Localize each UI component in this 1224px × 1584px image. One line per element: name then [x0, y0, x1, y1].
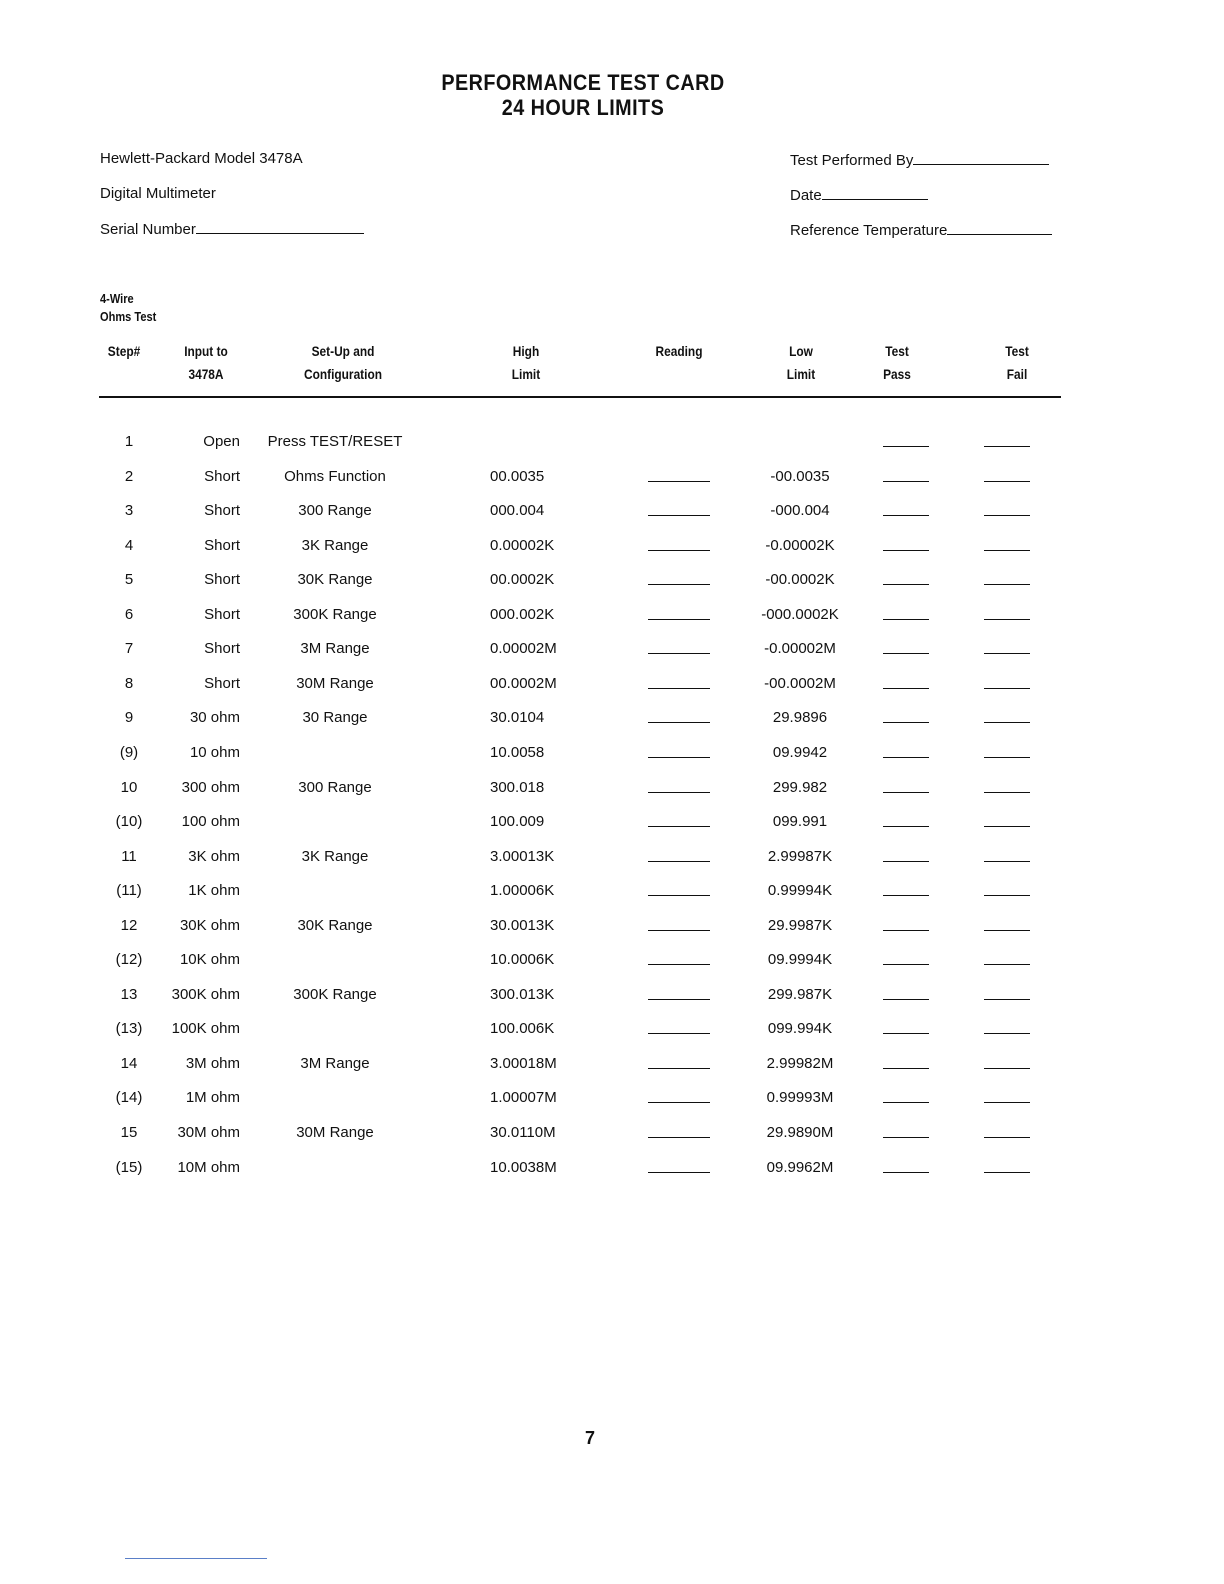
header-low-limit	[776, 340, 827, 386]
reading-blank[interactable]	[648, 826, 710, 827]
test-pass-blank[interactable]	[883, 446, 929, 447]
step-number: (15)	[115, 1158, 143, 1176]
step-number: 13	[120, 985, 138, 1003]
test-pass-blank[interactable]	[883, 550, 929, 551]
table-row	[0, 813, 1224, 837]
header-step-label: Step#	[107, 343, 141, 359]
table-row	[0, 571, 1224, 595]
header-high-line1: High	[512, 343, 540, 359]
header-fail-line2: Fail	[1006, 366, 1028, 382]
reading-blank[interactable]	[648, 688, 710, 689]
performed-by-label: Test Performed By	[790, 152, 914, 169]
test-fail-blank[interactable]	[984, 584, 1030, 585]
reading-blank[interactable]	[648, 1102, 710, 1103]
reading-blank[interactable]	[648, 1068, 710, 1069]
model-label: Hewlett-Packard Model 3478A	[100, 150, 303, 167]
low-limit: -0.00002M	[764, 640, 836, 658]
input-value: 300 ohm	[181, 778, 240, 796]
test-pass-blank[interactable]	[883, 619, 929, 620]
setup-configuration: Press TEST/RESET	[267, 433, 403, 450]
low-limit: -0.00002K	[765, 536, 835, 554]
performed-by-blank[interactable]	[913, 150, 1049, 165]
table-row	[0, 502, 1224, 526]
input-value: 300K ohm	[171, 985, 240, 1003]
setup-configuration: 30K Range	[297, 571, 373, 589]
reading-blank[interactable]	[648, 930, 710, 931]
setup-configuration: 30 Range	[302, 709, 368, 727]
test-pass-blank[interactable]	[883, 895, 929, 896]
setup-configuration: 30M Range	[296, 674, 374, 692]
low-limit: 099.994K	[767, 1020, 833, 1038]
high-limit: 10.0038M	[490, 1158, 557, 1176]
table-row	[0, 1159, 1224, 1183]
high-limit: 00.0002M	[490, 674, 557, 692]
table-row	[0, 1020, 1224, 1044]
setup-configuration: Ohms Function	[284, 467, 386, 485]
test-fail-blank[interactable]	[984, 619, 1030, 620]
reading-blank[interactable]	[648, 757, 710, 758]
table-row	[0, 709, 1224, 733]
test-pass-blank[interactable]	[883, 930, 929, 931]
test-pass-blank[interactable]	[883, 722, 929, 723]
setup-configuration: 300K Range	[293, 985, 377, 1003]
section-heading-line2: Ohms Test	[100, 309, 157, 324]
step-number: 15	[120, 1124, 138, 1141]
reading-blank[interactable]	[648, 999, 710, 1000]
date-field[interactable]	[790, 185, 928, 204]
step-number: (9)	[119, 743, 139, 761]
low-limit: 299.987K	[767, 985, 833, 1003]
step-number: 14	[120, 1054, 138, 1072]
step-number: (12)	[115, 951, 143, 969]
header-fail-line1: Test	[1005, 343, 1029, 359]
input-value: 10M ohm	[177, 1158, 240, 1176]
table-row	[0, 606, 1224, 630]
page-subtitle: 24 HOUR LIMITS	[501, 95, 665, 120]
reading-blank[interactable]	[648, 722, 710, 723]
date-blank[interactable]	[822, 185, 928, 200]
step-number: 10	[120, 778, 138, 796]
header-low-line2: Limit	[786, 366, 816, 382]
low-limit: 299.982	[772, 778, 828, 796]
high-limit: 000.002K	[490, 605, 555, 623]
high-limit: 30.0110M	[490, 1124, 556, 1141]
high-limit: 3.00013K	[490, 847, 555, 865]
test-pass-blank[interactable]	[883, 515, 929, 516]
table-row	[0, 951, 1224, 975]
test-pass-blank[interactable]	[883, 1172, 929, 1173]
setup-configuration: 3K Range	[301, 536, 369, 554]
reading-blank[interactable]	[648, 550, 710, 551]
header-reading-label: Reading	[655, 343, 703, 359]
table-row	[0, 433, 1224, 457]
low-limit: 0.99993M	[766, 1089, 834, 1107]
high-limit: 0.00002M	[490, 640, 557, 658]
test-pass-blank[interactable]	[883, 584, 929, 585]
test-fail-blank[interactable]	[984, 688, 1030, 689]
low-limit: 2.99982M	[766, 1054, 834, 1072]
test-fail-blank[interactable]	[984, 722, 1030, 723]
reading-blank[interactable]	[648, 861, 710, 862]
input-value: Short	[204, 536, 240, 554]
test-pass-blank[interactable]	[883, 964, 929, 965]
input-value: Short	[204, 502, 240, 520]
high-limit: 3.00018M	[490, 1054, 557, 1072]
step-number: 2	[124, 467, 134, 485]
low-limit: 0.99994K	[767, 882, 833, 900]
input-value: 10K ohm	[179, 951, 240, 969]
input-value: Short	[204, 674, 240, 692]
high-limit: 1.00007M	[490, 1089, 557, 1107]
high-limit: 10.0006K	[490, 951, 555, 969]
input-value: Short	[204, 640, 240, 658]
test-pass-blank[interactable]	[883, 688, 929, 689]
step-number: (10)	[115, 813, 143, 831]
setup-configuration: 3M Range	[300, 640, 370, 658]
step-number: 4	[124, 536, 134, 554]
section-heading	[100, 290, 156, 326]
high-limit: 000.004	[490, 502, 545, 520]
test-fail-blank[interactable]	[984, 446, 1030, 447]
step-number: 12	[120, 916, 138, 934]
step-number: 8	[124, 674, 134, 692]
step-number: 3	[124, 502, 134, 520]
header-input-line1: Input to	[184, 343, 228, 359]
section-heading-line1: 4-Wire	[100, 291, 134, 306]
test-fail-blank[interactable]	[984, 1172, 1030, 1173]
setup-configuration: 300 Range	[298, 778, 372, 796]
header-setup-line1: Set-Up and	[311, 343, 375, 359]
reading-blank[interactable]	[648, 792, 710, 793]
high-limit: 300.013K	[490, 985, 555, 1003]
reading-blank[interactable]	[648, 1172, 710, 1173]
reading-blank[interactable]	[648, 653, 710, 654]
reading-blank[interactable]	[648, 1033, 710, 1034]
table-row	[0, 468, 1224, 492]
reading-blank[interactable]	[648, 481, 710, 482]
step-number: 1	[124, 433, 134, 450]
serial-number-blank[interactable]	[196, 219, 364, 234]
low-limit: -00.0035	[770, 467, 830, 485]
serial-number-label: Serial Number	[100, 221, 196, 238]
high-limit: 00.0002K	[490, 571, 555, 589]
input-value: 1M ohm	[185, 1089, 240, 1107]
test-fail-blank[interactable]	[984, 792, 1030, 793]
reference-temperature-blank[interactable]	[947, 220, 1052, 235]
test-pass-blank[interactable]	[883, 653, 929, 654]
test-fail-blank[interactable]	[984, 1033, 1030, 1034]
reading-blank[interactable]	[648, 619, 710, 620]
test-fail-blank[interactable]	[984, 1102, 1030, 1103]
header-pass-line1: Test	[885, 343, 909, 359]
low-limit: 09.9942	[772, 743, 828, 761]
test-fail-blank[interactable]	[984, 930, 1030, 931]
high-limit: 30.0104	[490, 709, 545, 727]
header-setup-line2: Configuration	[303, 366, 382, 382]
table-row	[0, 986, 1224, 1010]
high-limit: 100.009	[490, 813, 545, 831]
input-value: Short	[204, 605, 240, 623]
high-limit: 10.0058	[490, 743, 545, 761]
test-fail-blank[interactable]	[984, 1068, 1030, 1069]
performed-by-field[interactable]	[790, 150, 1049, 169]
table-row	[0, 917, 1224, 941]
test-pass-blank[interactable]	[883, 999, 929, 1000]
high-limit: 0.00002K	[490, 536, 555, 554]
input-value: 30K ohm	[179, 916, 240, 934]
table-row	[0, 848, 1224, 872]
setup-configuration: 300K Range	[293, 605, 377, 623]
test-fail-blank[interactable]	[984, 550, 1030, 551]
input-value: Short	[204, 571, 240, 589]
test-fail-blank[interactable]	[984, 826, 1030, 827]
header-test-fail	[996, 340, 1039, 386]
table-row	[0, 744, 1224, 768]
footer-line	[125, 1558, 267, 1559]
test-pass-blank[interactable]	[883, 1033, 929, 1034]
test-fail-blank[interactable]	[984, 653, 1030, 654]
test-pass-blank[interactable]	[883, 792, 929, 793]
low-limit: 29.9987K	[767, 916, 833, 934]
header-test-pass	[876, 340, 919, 386]
test-fail-blank[interactable]	[984, 895, 1030, 896]
step-number: 11	[121, 847, 137, 865]
test-pass-blank[interactable]	[883, 481, 929, 482]
header-setup	[292, 340, 394, 386]
test-pass-blank[interactable]	[883, 757, 929, 758]
header-input-line2: 3478A	[188, 366, 224, 382]
high-limit: 300.018	[490, 778, 545, 796]
serial-number-field[interactable]	[100, 219, 364, 238]
setup-configuration: 30M Range	[296, 1124, 374, 1141]
reference-temperature-label: Reference Temperature	[790, 222, 948, 239]
setup-configuration: 30K Range	[297, 916, 373, 934]
page-title: PERFORMANCE TEST CARD	[441, 70, 725, 95]
input-value: Short	[204, 467, 240, 485]
reading-blank[interactable]	[648, 1137, 710, 1138]
high-limit: 100.006K	[490, 1020, 555, 1038]
high-limit: 00.0035	[490, 467, 545, 485]
low-limit: 099.991	[772, 813, 828, 831]
low-limit: 2.99987K	[767, 847, 833, 865]
step-number: 6	[124, 605, 134, 623]
header-high-limit	[501, 340, 552, 386]
setup-configuration: 3M Range	[300, 1054, 370, 1072]
table-row	[0, 640, 1224, 664]
device-label: Digital Multimeter	[100, 185, 216, 202]
table-row	[0, 779, 1224, 803]
input-value: 30 ohm	[189, 709, 240, 727]
input-value: 30M ohm	[177, 1124, 240, 1141]
header-high-line2: Limit	[511, 366, 541, 382]
low-limit: -00.0002M	[764, 674, 836, 692]
reference-temperature-field[interactable]	[790, 220, 1052, 239]
high-limit: 1.00006K	[490, 882, 555, 900]
input-value: 3M ohm	[185, 1054, 240, 1072]
header-input	[172, 340, 240, 386]
high-limit: 30.0013K	[490, 916, 555, 934]
header-step	[104, 340, 145, 363]
header-pass-line2: Pass	[883, 366, 911, 382]
low-limit: -000.004	[770, 502, 830, 520]
step-number: 7	[124, 640, 134, 658]
setup-configuration: 3K Range	[301, 847, 369, 865]
test-pass-blank[interactable]	[883, 1102, 929, 1103]
test-fail-blank[interactable]	[984, 861, 1030, 862]
table-row	[0, 1055, 1224, 1079]
low-limit: 09.9994K	[767, 951, 833, 969]
setup-configuration: 300 Range	[298, 502, 372, 520]
table-row	[0, 882, 1224, 906]
reading-blank[interactable]	[648, 964, 710, 965]
step-number: 9	[124, 709, 134, 727]
low-limit: -000.0002K	[761, 605, 839, 623]
reading-blank[interactable]	[648, 515, 710, 516]
test-pass-blank[interactable]	[883, 1137, 929, 1138]
input-value: 3K ohm	[188, 847, 240, 865]
input-value: 10 ohm	[189, 743, 240, 761]
input-value: 1K ohm	[188, 882, 240, 900]
low-limit: 09.9962M	[766, 1158, 834, 1176]
test-fail-blank[interactable]	[984, 1137, 1030, 1138]
test-fail-blank[interactable]	[984, 481, 1030, 482]
low-limit: -00.0002K	[765, 571, 835, 589]
low-limit: 29.9890M	[766, 1124, 834, 1141]
test-pass-blank[interactable]	[883, 1068, 929, 1069]
test-fail-blank[interactable]	[984, 515, 1030, 516]
table-row	[0, 537, 1224, 561]
test-pass-blank[interactable]	[883, 861, 929, 862]
low-limit: 29.9896	[772, 709, 828, 727]
test-fail-blank[interactable]	[984, 757, 1030, 758]
header-reading	[646, 340, 712, 363]
table-row	[0, 1089, 1224, 1113]
input-value: Open	[203, 433, 240, 450]
step-number: (13)	[115, 1020, 143, 1038]
input-value: 100 ohm	[181, 813, 240, 831]
test-fail-blank[interactable]	[984, 964, 1030, 965]
date-label: Date	[790, 187, 822, 204]
header-low-line1: Low	[789, 343, 813, 359]
reading-blank[interactable]	[648, 895, 710, 896]
table-row	[0, 675, 1224, 699]
input-value: 100K ohm	[171, 1020, 240, 1038]
step-number: (14)	[115, 1089, 143, 1107]
step-number: 5	[124, 571, 134, 589]
header-divider	[99, 396, 1061, 398]
reading-blank[interactable]	[648, 584, 710, 585]
step-number: (11)	[116, 882, 142, 900]
page-number: 7	[584, 1428, 595, 1448]
test-pass-blank[interactable]	[883, 826, 929, 827]
table-row	[0, 1124, 1224, 1148]
test-fail-blank[interactable]	[984, 999, 1030, 1000]
